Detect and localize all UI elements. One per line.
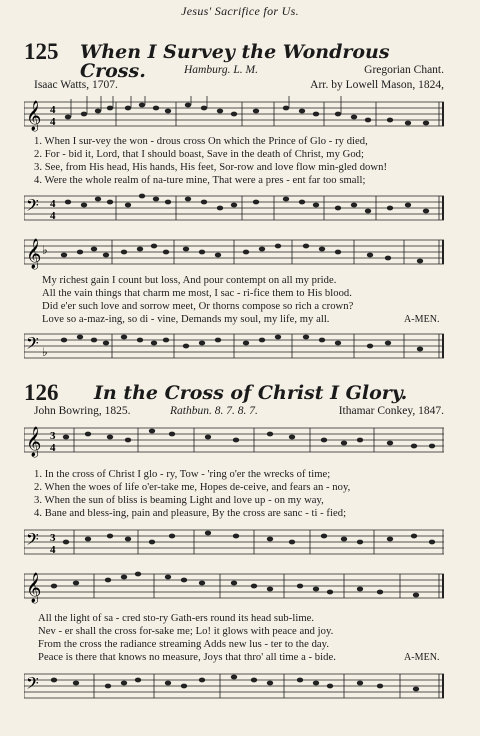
lyric-line: 1. In the cross of Christ I glo - ry, Tow - 'ring o'er the wrecks of time; bbox=[34, 469, 331, 480]
svg-text:𝄢: 𝄢 bbox=[26, 333, 39, 357]
amen-label: A-MEN. bbox=[404, 314, 440, 325]
lyric-line: Did e'er such love and sorrow meet, Or thorns compose so rich a crown? bbox=[42, 301, 354, 312]
lyric-line: 4. Were the whole realm of na-ture mine, That were a pres - ent far too small; bbox=[34, 175, 366, 186]
lyric-line: 2. For - bid it, Lord, that I should boast, Save in the death of Christ, my God; bbox=[34, 149, 365, 160]
lyric-line: All the vain things that charm me most, I sac - ri-fice them to His blood. bbox=[42, 288, 352, 299]
treble-staff bbox=[24, 234, 444, 274]
author: Isaac Watts, 1707. bbox=[34, 79, 118, 91]
svg-text:3: 3 bbox=[50, 430, 56, 442]
svg-text:4: 4 bbox=[50, 210, 56, 222]
svg-text:♭: ♭ bbox=[42, 243, 48, 257]
lyric-line: My richest gain I count but loss, And pour contempt on all my pride. bbox=[42, 275, 337, 286]
tune-name: Rathbun. 8. 7. 8. 7. bbox=[170, 405, 258, 417]
lyric-line: Love so a-maz-ing, so di - vine, Demands my soul, my life, my all. bbox=[42, 314, 330, 325]
lyric-line: Nev - er shall the cross for-sake me; Lo! it glows with peace and joy. bbox=[38, 626, 334, 637]
svg-text:3: 3 bbox=[50, 532, 56, 544]
svg-text:𝄢: 𝄢 bbox=[26, 529, 39, 553]
treble-staff bbox=[24, 568, 444, 608]
svg-text:4: 4 bbox=[50, 104, 56, 116]
lyric-line: 4. Bane and bless-ing, pain and pleasure, By the cross are sanc - ti - fied; bbox=[34, 508, 347, 519]
bass-staff bbox=[24, 190, 444, 230]
svg-text:♭: ♭ bbox=[42, 345, 48, 359]
svg-text:𝄞: 𝄞 bbox=[26, 573, 42, 603]
hymn-number: 126 bbox=[24, 380, 59, 405]
running-head: Jesus' Sacrifice for Us. bbox=[181, 4, 299, 18]
lyric-line: 2. When the woes of life o'er-take me, Hopes de-ceive, and fears an - noy, bbox=[34, 482, 351, 493]
svg-text:𝄞: 𝄞 bbox=[26, 101, 42, 131]
treble-staff bbox=[24, 422, 444, 462]
hymn-title: In the Cross of Christ I Glory. bbox=[94, 382, 408, 404]
svg-text:4: 4 bbox=[50, 544, 56, 556]
svg-text:𝄞: 𝄞 bbox=[26, 239, 42, 269]
svg-text:4: 4 bbox=[50, 116, 56, 128]
bass-staff bbox=[24, 668, 444, 708]
lyric-line: 3. See, from His head, His hands, His feet, Sor-row and love flow min-gled down! bbox=[34, 162, 388, 173]
hymn-number: 125 bbox=[24, 39, 59, 64]
composer: Ithamar Conkey, 1847. bbox=[338, 405, 444, 417]
lyric-line: From the cross the radiance streaming Adds new lus - ter to the day. bbox=[38, 639, 330, 650]
tune-name: Hamburg. L. M. bbox=[184, 64, 259, 76]
amen-label: A-MEN. bbox=[404, 652, 440, 663]
svg-text:𝄢: 𝄢 bbox=[26, 195, 39, 219]
svg-text:𝄞: 𝄞 bbox=[26, 427, 42, 457]
lyric-line: 3. When the sun of bliss is beaming Light and love up - on my way, bbox=[34, 495, 324, 506]
author: John Bowring, 1825. bbox=[34, 405, 131, 417]
treble-staff bbox=[24, 96, 444, 136]
bass-staff bbox=[24, 328, 444, 368]
svg-text:4: 4 bbox=[50, 442, 56, 454]
tune-source: Gregorian Chant. bbox=[364, 64, 444, 76]
lyric-line: 1. When I sur-vey the won - drous cross On which the Prince of Glo - ry died, bbox=[34, 136, 368, 147]
svg-text:4: 4 bbox=[50, 198, 56, 210]
hymn-title: When I Survey the Wondrous Cross. bbox=[80, 41, 390, 82]
lyric-line: Peace is there that knows no measure, Joys that thro' all time a - bide. bbox=[38, 652, 336, 663]
svg-text:𝄢: 𝄢 bbox=[26, 673, 39, 697]
bass-staff bbox=[24, 524, 444, 564]
lyric-line: All the light of sa - cred sto-ry Gath-ers round its head sub-lime. bbox=[38, 613, 315, 624]
arranger: Arr. by Lowell Mason, 1824, bbox=[310, 79, 444, 91]
